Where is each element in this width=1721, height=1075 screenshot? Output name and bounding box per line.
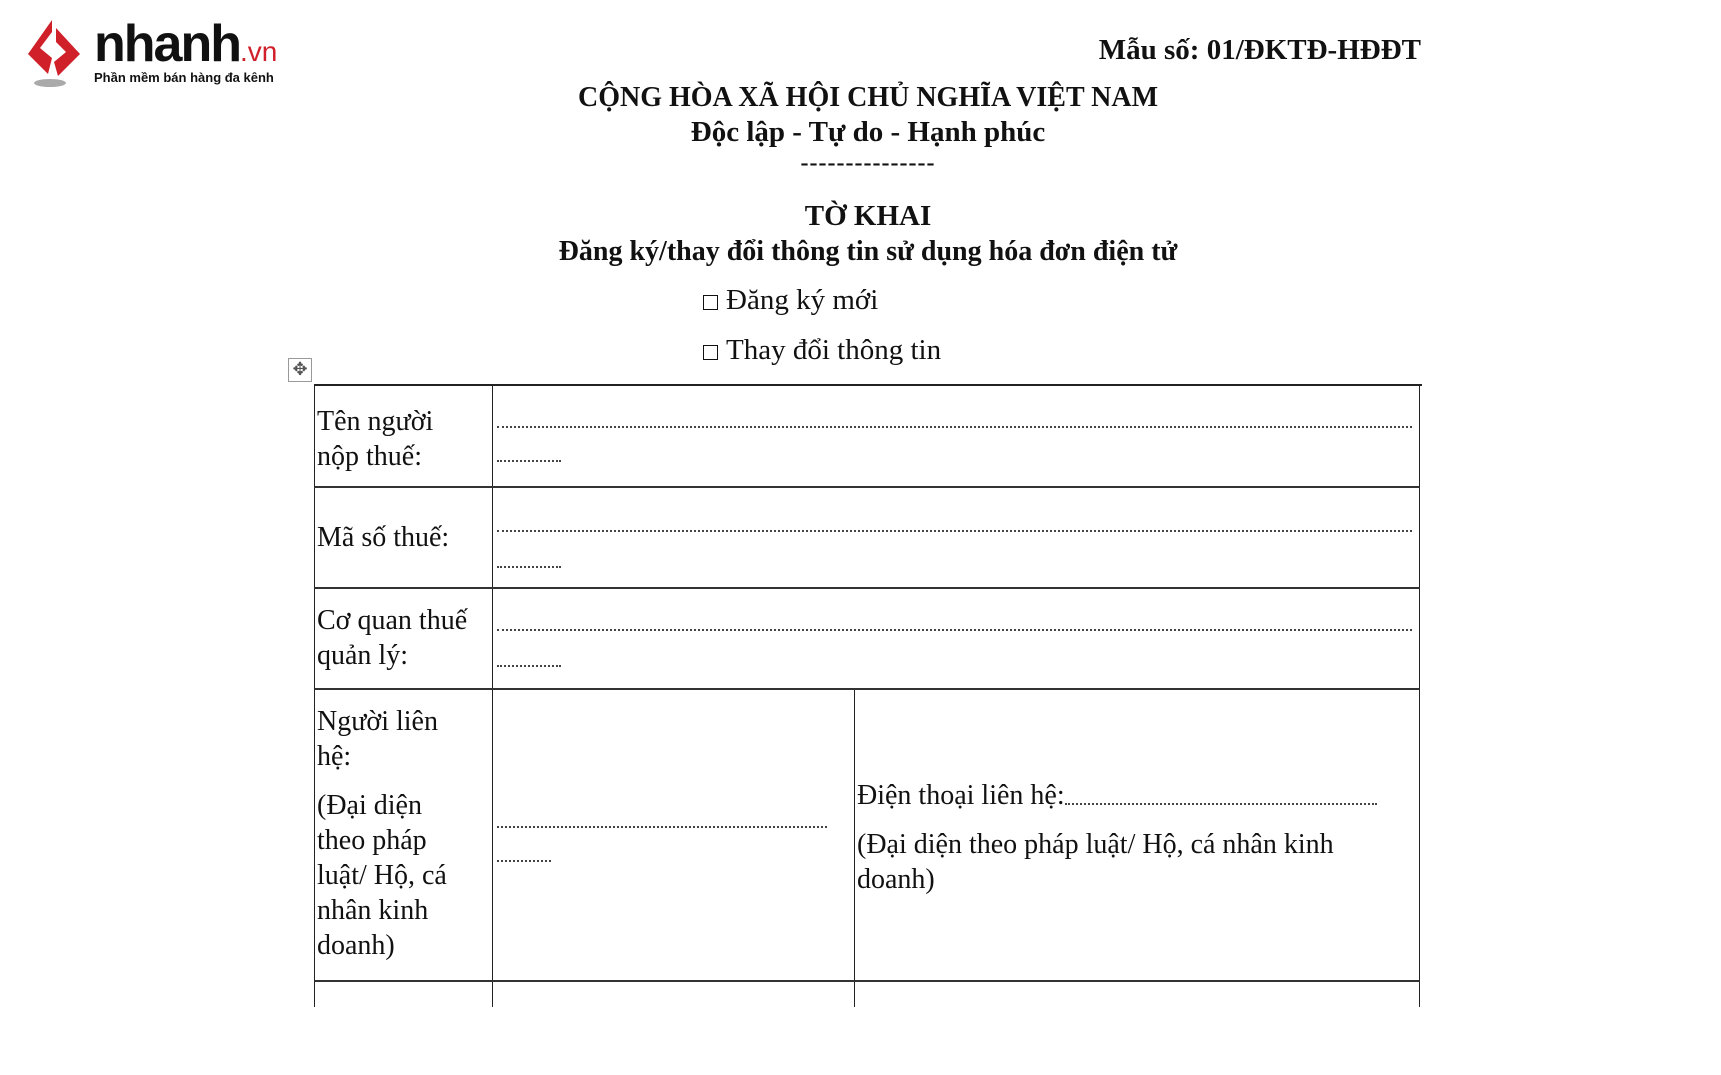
option-new-registration[interactable]	[703, 284, 878, 317]
label-note: nhân kinh	[317, 895, 429, 926]
label-line: Cơ quan thuế	[317, 605, 468, 636]
registration-table	[314, 384, 1422, 1007]
row-label	[315, 690, 493, 980]
label-note: luật/ Hộ, cá	[317, 860, 447, 891]
option-change-info[interactable]	[703, 334, 941, 367]
phone-note: (Đại diện theo pháp luật/ Hộ, cá nhân kinh	[857, 829, 1334, 860]
national-motto: Độc lập - Tự do - Hạnh phúc	[690, 116, 1046, 148]
row-taxpayer-name	[314, 386, 1420, 488]
checkbox-icon[interactable]	[703, 345, 718, 360]
row-tax-code	[314, 488, 1420, 589]
label-line: quản lý:	[317, 640, 408, 671]
label-line: nộp thuế:	[317, 441, 422, 472]
contact-person-field[interactable]	[493, 690, 855, 980]
option-label: Thay đổi thông tin	[726, 334, 942, 366]
label-line: Tên người	[317, 406, 434, 437]
table-move-handle-icon[interactable]: ✥	[288, 358, 312, 382]
row-label	[315, 386, 493, 486]
phone-note: doanh)	[857, 864, 935, 895]
contact-phone-cell	[855, 690, 1419, 1007]
country-name: CỘNG HÒA XÃ HỘI CHỦ NGHĨA VIỆT NAM	[577, 82, 1159, 113]
label-line: hệ:	[317, 741, 352, 772]
taxpayer-name-field[interactable]	[493, 386, 1419, 486]
label-line: Mã số thuế:	[317, 522, 450, 553]
row-next-clipped	[314, 982, 1420, 1007]
tax-code-field[interactable]	[493, 488, 1419, 587]
option-label: Đăng ký mới	[726, 284, 879, 316]
document-title: TỜ KHAI	[804, 200, 932, 232]
phone-label: Điện thoại liên hệ:	[857, 780, 1065, 811]
row-label	[315, 589, 493, 688]
checkbox-icon[interactable]	[703, 295, 718, 310]
row-field[interactable]	[493, 982, 855, 1007]
phone-field[interactable]	[1065, 803, 1377, 805]
tax-authority-field[interactable]	[493, 589, 1419, 688]
label-note: (Đại diện	[317, 790, 422, 821]
logo-tagline: Phần mềm bán hàng đa kênh	[94, 70, 274, 85]
row-label	[315, 982, 493, 1007]
form-number: Mẫu số: 01/ĐKTĐ-HĐĐT	[1098, 34, 1421, 66]
logo-wordmark: nhanh.vn	[94, 15, 278, 73]
logo-mark-icon	[22, 18, 86, 88]
label-line: Người liên	[317, 706, 438, 737]
separator: ---------------	[800, 150, 936, 176]
row-label	[315, 488, 493, 587]
label-note: theo pháp	[317, 825, 427, 856]
document-subtitle: Đăng ký/thay đổi thông tin sử dụng hóa đơn điện tử	[558, 236, 1178, 267]
label-note: doanh)	[317, 930, 395, 961]
row-tax-authority	[314, 589, 1420, 690]
row-contact-person	[314, 690, 1420, 982]
